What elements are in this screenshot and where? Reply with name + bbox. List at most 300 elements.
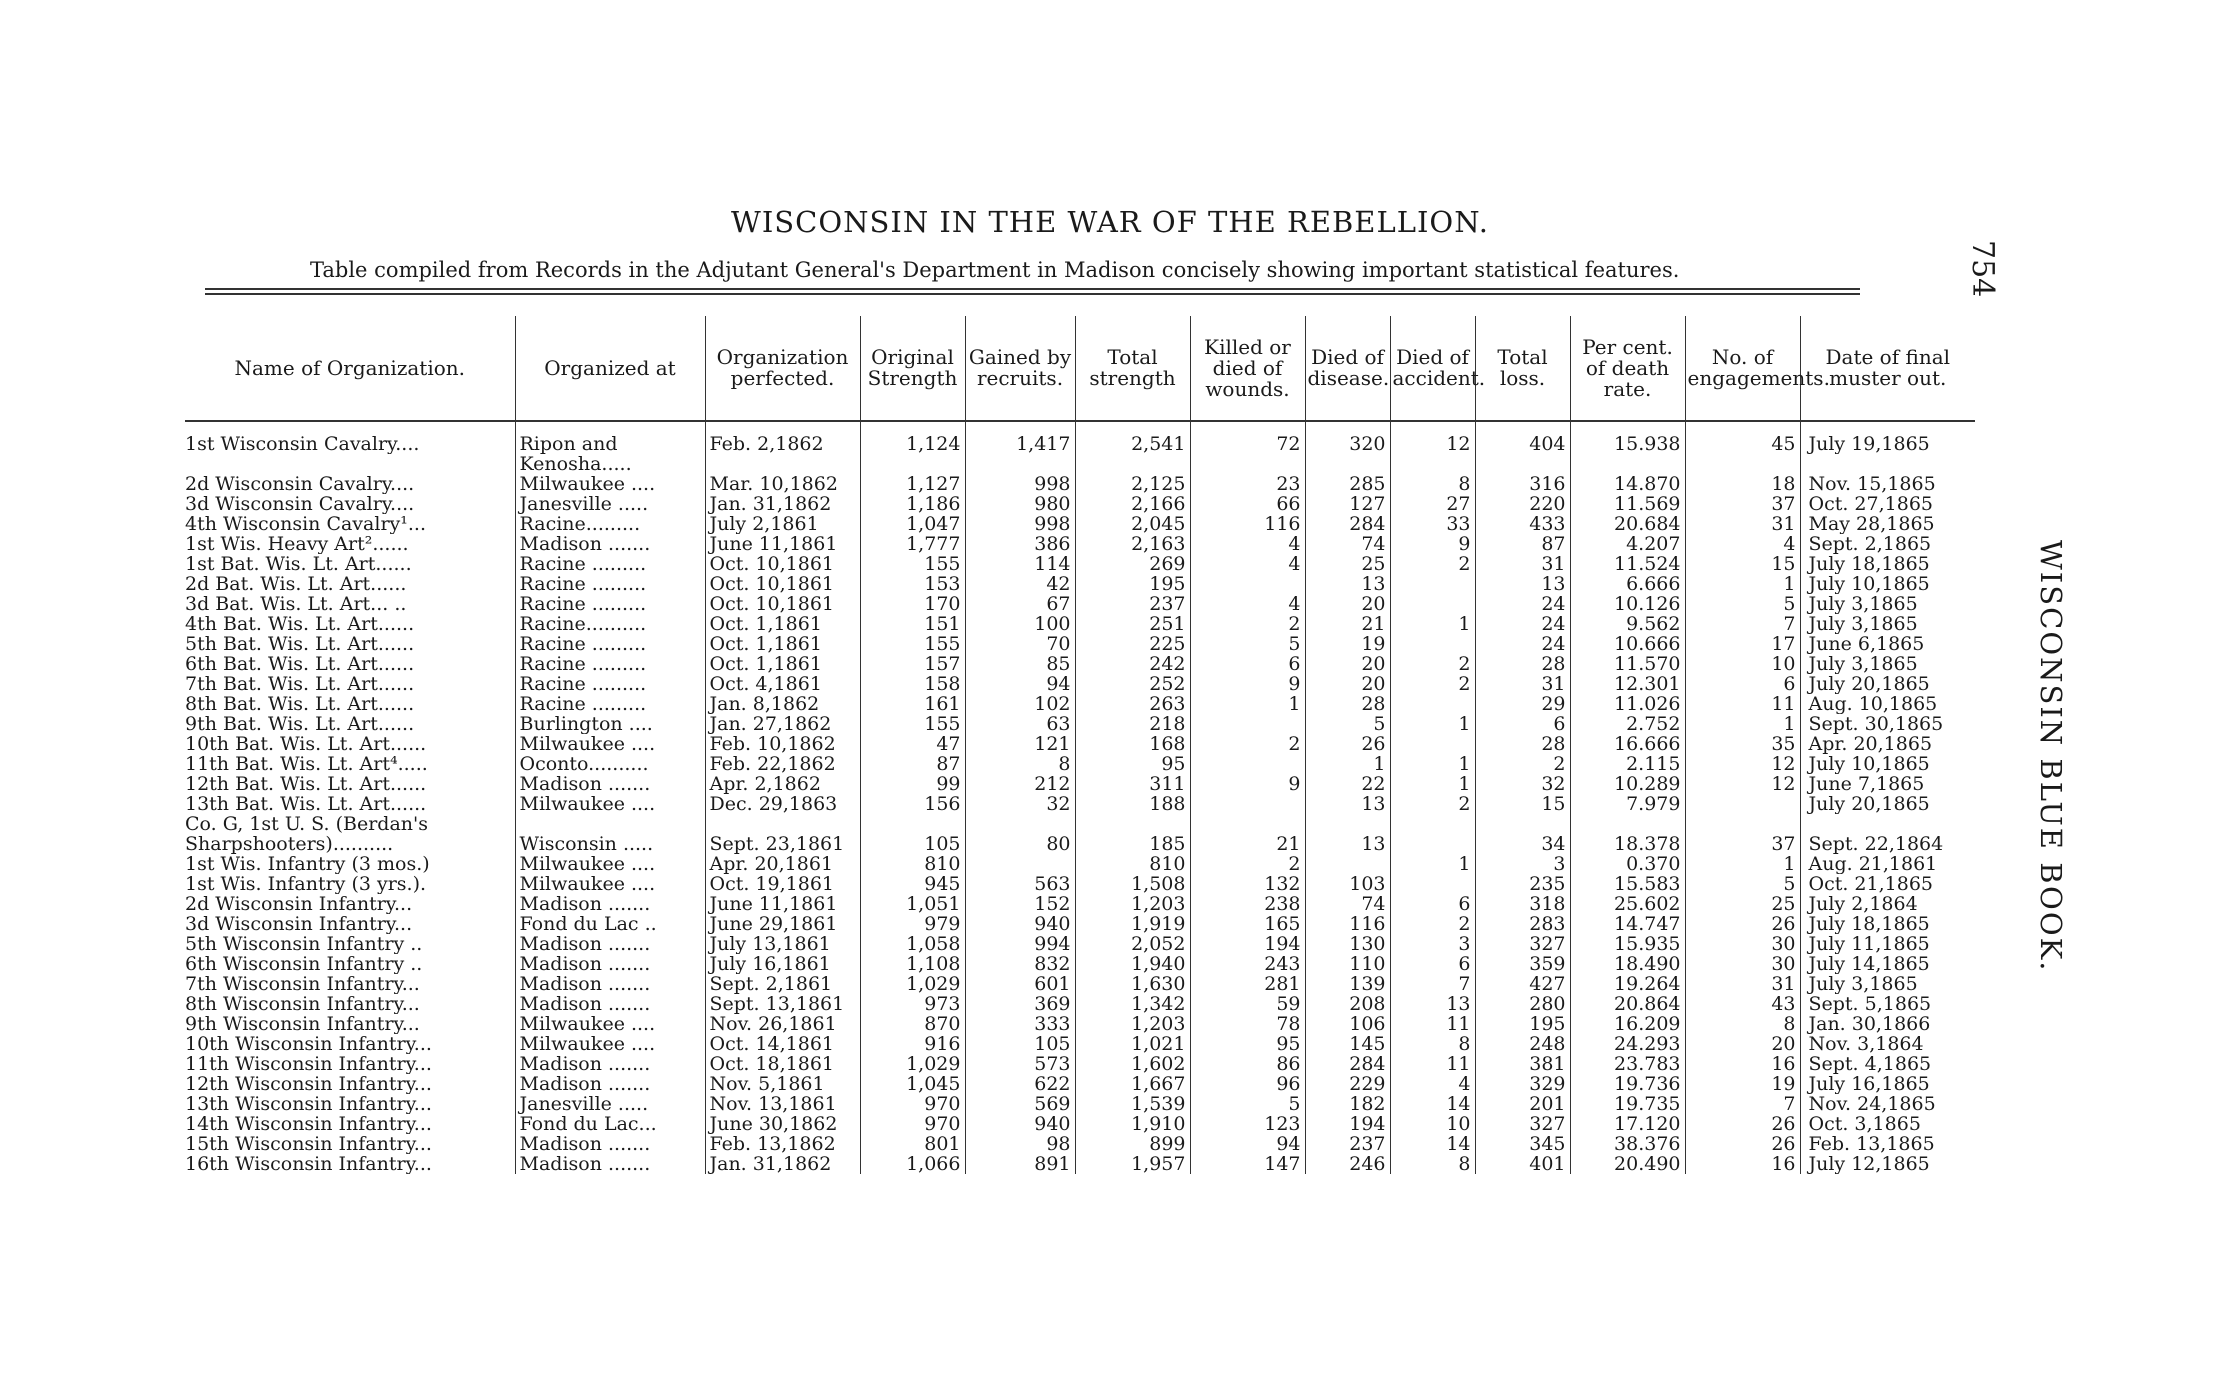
- cell-engagements: 11: [1685, 694, 1800, 714]
- cell-original-strength: 170: [860, 594, 965, 614]
- cell-original-strength: 155: [860, 554, 965, 574]
- cell-disease: 106: [1305, 1014, 1390, 1034]
- cell-perfected: Jan. 8,1862: [705, 694, 860, 714]
- cell-killed: 4: [1190, 594, 1305, 614]
- cell-death-rate: [1570, 454, 1685, 474]
- cell-total-strength: 218: [1075, 714, 1190, 734]
- cell-original-strength: 973: [860, 994, 965, 1014]
- header-accident: Died of accident.: [1390, 316, 1475, 421]
- header-spacer: [185, 421, 1975, 434]
- cell-disease: 237: [1305, 1134, 1390, 1154]
- cell-name: 8th Bat. Wis. Lt. Art......: [185, 694, 415, 714]
- cell-organized-at: Fond du Lac...: [515, 1114, 705, 1134]
- cell-total-strength: 1,508: [1075, 874, 1190, 894]
- cell-killed: 96: [1190, 1074, 1305, 1094]
- cell-killed: 132: [1190, 874, 1305, 894]
- cell-death-rate: 12.301: [1570, 674, 1685, 694]
- cell-total-loss: 381: [1475, 1054, 1570, 1074]
- cell-organized-at: Madison .......: [515, 954, 705, 974]
- cell-accident: [1390, 454, 1475, 474]
- cell-total-strength: 311: [1075, 774, 1190, 794]
- cell-total-loss: 283: [1475, 914, 1570, 934]
- cell-organized-at: Racine.........: [515, 514, 705, 534]
- cell-muster-out: July 18,1865: [1800, 914, 1975, 934]
- cell-original-strength: 1,051: [860, 894, 965, 914]
- cell-gained: 70: [965, 634, 1075, 654]
- cell-total-loss: 359: [1475, 954, 1570, 974]
- cell-death-rate: 38.376: [1570, 1134, 1685, 1154]
- cell-name: 6th Wisconsin Infantry ..: [185, 954, 423, 974]
- table-row: [185, 594, 1975, 614]
- cell-engagements: 10: [1685, 654, 1800, 674]
- cell-muster-out: July 3,1865: [1800, 654, 1975, 674]
- cell-muster-out: June 7,1865: [1800, 774, 1975, 794]
- cell-disease: 229: [1305, 1074, 1390, 1094]
- cell-killed: [1190, 794, 1305, 814]
- cell-total-strength: 1,957: [1075, 1154, 1190, 1174]
- table-row: [185, 454, 1975, 474]
- cell-accident: [1390, 734, 1475, 754]
- cell-perfected: [705, 454, 860, 474]
- table-header-row: [185, 316, 1975, 421]
- cell-death-rate: 10.126: [1570, 594, 1685, 614]
- cell-original-strength: 945: [860, 874, 965, 894]
- cell-perfected: Feb. 13,1862: [705, 1134, 860, 1154]
- cell-perfected: Apr. 2,1862: [705, 774, 860, 794]
- cell-total-loss: 316: [1475, 474, 1570, 494]
- cell-accident: 8: [1390, 474, 1475, 494]
- cell-killed: 4: [1190, 534, 1305, 554]
- caption-rule: [205, 288, 1860, 290]
- cell-killed: 59: [1190, 994, 1305, 1014]
- cell-engagements: 43: [1685, 994, 1800, 1014]
- cell-death-rate: 11.570: [1570, 654, 1685, 674]
- cell-original-strength: 47: [860, 734, 965, 754]
- cell-perfected: June 11,1861: [705, 894, 860, 914]
- cell-gained: 121: [965, 734, 1075, 754]
- cell-engagements: 7: [1685, 1094, 1800, 1114]
- cell-total-strength: 1,203: [1075, 894, 1190, 914]
- cell-gained: 85: [965, 654, 1075, 674]
- cell-total-loss: 318: [1475, 894, 1570, 914]
- cell-accident: 14: [1390, 1094, 1475, 1114]
- cell-gained: 569: [965, 1094, 1075, 1114]
- cell-killed: 66: [1190, 494, 1305, 514]
- table-row: [185, 654, 1975, 674]
- table-row: [185, 1034, 1975, 1054]
- cell-organized-at: Milwaukee ....: [515, 474, 705, 494]
- cell-killed: 9: [1190, 774, 1305, 794]
- cell-perfected: Nov. 26,1861: [705, 1014, 860, 1034]
- cell-gained: 63: [965, 714, 1075, 734]
- cell-original-strength: 1,029: [860, 974, 965, 994]
- cell-total-loss: [1475, 454, 1570, 474]
- table-row: [185, 1014, 1975, 1034]
- cell-accident: 11: [1390, 1014, 1475, 1034]
- cell-engagements: 31: [1685, 974, 1800, 994]
- cell-killed: 2: [1190, 614, 1305, 634]
- cell-killed: 78: [1190, 1014, 1305, 1034]
- cell-perfected: Nov. 5,1861: [705, 1074, 860, 1094]
- cell-total-strength: 1,910: [1075, 1114, 1190, 1134]
- cell-perfected: June 11,1861: [705, 534, 860, 554]
- cell-muster-out: Sept. 4,1865: [1800, 1054, 1975, 1074]
- cell-perfected: Jan. 31,1862: [705, 494, 860, 514]
- cell-death-rate: 24.293: [1570, 1034, 1685, 1054]
- cell-original-strength: 87: [860, 754, 965, 774]
- cell-total-loss: 404: [1475, 434, 1570, 454]
- cell-death-rate: 19.264: [1570, 974, 1685, 994]
- cell-engagements: 35: [1685, 734, 1800, 754]
- cell-total-strength: 1,342: [1075, 994, 1190, 1014]
- cell-killed: 1: [1190, 694, 1305, 714]
- caption-rule-second: [205, 293, 1860, 295]
- cell-engagements: 16: [1685, 1054, 1800, 1074]
- cell-original-strength: 155: [860, 634, 965, 654]
- cell-gained: 32: [965, 794, 1075, 814]
- cell-original-strength: 99: [860, 774, 965, 794]
- cell-disease: 5: [1305, 714, 1390, 734]
- cell-original-strength: 1,047: [860, 514, 965, 534]
- cell-total-strength: 2,045: [1075, 514, 1190, 534]
- table-row: [185, 1114, 1975, 1134]
- cell-total-loss: 201: [1475, 1094, 1570, 1114]
- cell-organized-at: Madison .......: [515, 534, 705, 554]
- cell-perfected: Dec. 29,1863: [705, 794, 860, 814]
- cell-gained: 563: [965, 874, 1075, 894]
- cell-gained: 105: [965, 1034, 1075, 1054]
- cell-organized-at: Janesville .....: [515, 1094, 705, 1114]
- cell-name: 2d Wisconsin Infantry...: [185, 894, 413, 914]
- cell-muster-out: Nov. 3,1864: [1800, 1034, 1975, 1054]
- header-total-loss: Total loss.: [1475, 316, 1570, 421]
- cell-accident: [1390, 874, 1475, 894]
- cell-total-strength: [1075, 454, 1190, 474]
- cell-name: 1st Wis. Infantry (3 yrs.).: [185, 874, 427, 894]
- cell-gained: 998: [965, 474, 1075, 494]
- cell-disease: 20: [1305, 594, 1390, 614]
- cell-perfected: July 2,1861: [705, 514, 860, 534]
- cell-total-strength: 1,539: [1075, 1094, 1190, 1114]
- cell-disease: 139: [1305, 974, 1390, 994]
- cell-killed: 95: [1190, 1034, 1305, 1054]
- cell-killed: [1190, 714, 1305, 734]
- table-row: [185, 814, 1975, 834]
- cell-killed: 238: [1190, 894, 1305, 914]
- cell-gained: 369: [965, 994, 1075, 1014]
- cell-organized-at: Janesville .....: [515, 494, 705, 514]
- cell-original-strength: 970: [860, 1114, 965, 1134]
- cell-disease: 194: [1305, 1114, 1390, 1134]
- cell-engagements: 15: [1685, 554, 1800, 574]
- cell-total-strength: 899: [1075, 1134, 1190, 1154]
- cell-killed: 2: [1190, 734, 1305, 754]
- cell-muster-out: Sept. 22,1864: [1800, 834, 1975, 854]
- cell-name: 11th Wisconsin Infantry...: [185, 1054, 432, 1074]
- cell-engagements: 37: [1685, 834, 1800, 854]
- cell-organized-at: Racine .........: [515, 674, 705, 694]
- cell-total-loss: 24: [1475, 614, 1570, 634]
- cell-muster-out: Aug. 21,1861: [1800, 854, 1975, 874]
- table-row: [185, 994, 1975, 1014]
- cell-name: [185, 454, 515, 474]
- cell-organized-at: Oconto..........: [515, 754, 705, 774]
- cell-gained: 386: [965, 534, 1075, 554]
- cell-perfected: June 30,1862: [705, 1114, 860, 1134]
- cell-engagements: 12: [1685, 754, 1800, 774]
- table-row: [185, 754, 1975, 774]
- table-row: [185, 914, 1975, 934]
- cell-disease: 246: [1305, 1154, 1390, 1174]
- cell-death-rate: 16.209: [1570, 1014, 1685, 1034]
- cell-total-strength: 263: [1075, 694, 1190, 714]
- cell-original-strength: 1,029: [860, 1054, 965, 1074]
- cell-total-loss: 31: [1475, 674, 1570, 694]
- cell-name: 3d Wisconsin Cavalry....: [185, 494, 415, 514]
- cell-muster-out: July 2,1864: [1800, 894, 1975, 914]
- cell-total-strength: 1,919: [1075, 914, 1190, 934]
- cell-gained: 80: [965, 834, 1075, 854]
- cell-muster-out: July 14,1865: [1800, 954, 1975, 974]
- cell-total-loss: 15: [1475, 794, 1570, 814]
- cell-engagements: 26: [1685, 914, 1800, 934]
- cell-organized-at: Ripon and: [515, 434, 705, 454]
- cell-muster-out: [1800, 814, 1975, 834]
- cell-organized-at: Milwaukee ....: [515, 854, 705, 874]
- table-row: [185, 714, 1975, 734]
- table-row: [185, 894, 1975, 914]
- cell-disease: 110: [1305, 954, 1390, 974]
- cell-muster-out: Oct. 21,1865: [1800, 874, 1975, 894]
- cell-engagements: 8: [1685, 1014, 1800, 1034]
- cell-organized-at: Kenosha.....: [515, 454, 705, 474]
- cell-death-rate: 10.289: [1570, 774, 1685, 794]
- cell-total-loss: 248: [1475, 1034, 1570, 1054]
- cell-total-strength: 95: [1075, 754, 1190, 774]
- cell-total-loss: 433: [1475, 514, 1570, 534]
- cell-total-loss: 24: [1475, 594, 1570, 614]
- cell-gained: 333: [965, 1014, 1075, 1034]
- table-row: [185, 834, 1975, 854]
- cell-muster-out: July 3,1865: [1800, 974, 1975, 994]
- cell-accident: 1: [1390, 614, 1475, 634]
- cell-death-rate: 15.938: [1570, 434, 1685, 454]
- cell-accident: [1390, 694, 1475, 714]
- cell-engagements: 1: [1685, 854, 1800, 874]
- cell-name: 7th Wisconsin Infantry...: [185, 974, 420, 994]
- cell-total-loss: 401: [1475, 1154, 1570, 1174]
- cell-disease: 28: [1305, 694, 1390, 714]
- cell-death-rate: 19.735: [1570, 1094, 1685, 1114]
- cell-original-strength: 1,186: [860, 494, 965, 514]
- cell-killed: 243: [1190, 954, 1305, 974]
- cell-death-rate: 2.752: [1570, 714, 1685, 734]
- cell-disease: 1: [1305, 754, 1390, 774]
- cell-death-rate: 18.490: [1570, 954, 1685, 974]
- cell-killed: 94: [1190, 1134, 1305, 1154]
- cell-original-strength: 970: [860, 1094, 965, 1114]
- cell-death-rate: [1570, 814, 1685, 834]
- table-row: [185, 534, 1975, 554]
- cell-engagements: [1685, 454, 1800, 474]
- cell-organized-at: Madison .......: [515, 894, 705, 914]
- cell-engagements: [1685, 814, 1800, 834]
- cell-gained: 152: [965, 894, 1075, 914]
- cell-disease: [1305, 814, 1390, 834]
- cell-disease: 284: [1305, 1054, 1390, 1074]
- cell-killed: 165: [1190, 914, 1305, 934]
- cell-original-strength: 153: [860, 574, 965, 594]
- cell-total-loss: 34: [1475, 834, 1570, 854]
- cell-total-strength: 2,052: [1075, 934, 1190, 954]
- cell-engagements: [1685, 794, 1800, 814]
- cell-muster-out: July 19,1865: [1800, 434, 1975, 454]
- cell-gained: 42: [965, 574, 1075, 594]
- table-row: [185, 434, 1975, 454]
- header-killed: Killed or died of wounds.: [1190, 316, 1305, 421]
- cell-accident: 12: [1390, 434, 1475, 454]
- cell-total-loss: 32: [1475, 774, 1570, 794]
- cell-perfected: Oct. 14,1861: [705, 1034, 860, 1054]
- cell-name: 16th Wisconsin Infantry...: [185, 1154, 432, 1174]
- cell-original-strength: 156: [860, 794, 965, 814]
- cell-perfected: Oct. 18,1861: [705, 1054, 860, 1074]
- cell-accident: 2: [1390, 674, 1475, 694]
- cell-total-strength: [1075, 814, 1190, 834]
- cell-perfected: Oct. 1,1861: [705, 634, 860, 654]
- cell-disease: 21: [1305, 614, 1390, 634]
- table-row: [185, 1154, 1975, 1174]
- cell-name: 4th Bat. Wis. Lt. Art......: [185, 614, 415, 634]
- cell-total-loss: 31: [1475, 554, 1570, 574]
- cell-perfected: Oct. 10,1861: [705, 574, 860, 594]
- cell-muster-out: July 16,1865: [1800, 1074, 1975, 1094]
- cell-total-loss: [1475, 814, 1570, 834]
- cell-organized-at: Wisconsin .....: [515, 834, 705, 854]
- cell-accident: 3: [1390, 934, 1475, 954]
- cell-killed: 72: [1190, 434, 1305, 454]
- header-original-strength: Original Strength: [860, 316, 965, 421]
- cell-muster-out: Sept. 5,1865: [1800, 994, 1975, 1014]
- cell-accident: 27: [1390, 494, 1475, 514]
- cell-killed: 6: [1190, 654, 1305, 674]
- cell-total-strength: 269: [1075, 554, 1190, 574]
- table-row: [185, 1134, 1975, 1154]
- cell-muster-out: Feb. 13,1865: [1800, 1134, 1975, 1154]
- cell-disease: 208: [1305, 994, 1390, 1014]
- cell-gained: 601: [965, 974, 1075, 994]
- cell-death-rate: 19.736: [1570, 1074, 1685, 1094]
- cell-accident: 6: [1390, 894, 1475, 914]
- cell-perfected: Jan. 27,1862: [705, 714, 860, 734]
- cell-accident: 2: [1390, 654, 1475, 674]
- cell-killed: 9: [1190, 674, 1305, 694]
- cell-accident: 8: [1390, 1154, 1475, 1174]
- table-row: [185, 934, 1975, 954]
- cell-name: 1st Wis. Infantry (3 mos.): [185, 854, 430, 874]
- cell-accident: [1390, 834, 1475, 854]
- cell-engagements: 16: [1685, 1154, 1800, 1174]
- cell-perfected: Nov. 13,1861: [705, 1094, 860, 1114]
- cell-organized-at: Racine .........: [515, 594, 705, 614]
- cell-disease: 13: [1305, 574, 1390, 594]
- cell-perfected: Feb. 10,1862: [705, 734, 860, 754]
- cell-original-strength: 870: [860, 1014, 965, 1034]
- cell-total-strength: 225: [1075, 634, 1190, 654]
- cell-name: 14th Wisconsin Infantry...: [185, 1114, 432, 1134]
- cell-gained: 102: [965, 694, 1075, 714]
- cell-name: 2d Wisconsin Cavalry....: [185, 474, 415, 494]
- cell-organized-at: Madison .......: [515, 1054, 705, 1074]
- cell-death-rate: 11.524: [1570, 554, 1685, 574]
- cell-muster-out: Jan. 30,1866: [1800, 1014, 1975, 1034]
- cell-gained: 98: [965, 1134, 1075, 1154]
- cell-total-strength: 2,163: [1075, 534, 1190, 554]
- cell-death-rate: 15.583: [1570, 874, 1685, 894]
- cell-accident: 6: [1390, 954, 1475, 974]
- cell-killed: 21: [1190, 834, 1305, 854]
- cell-engagements: 31: [1685, 514, 1800, 534]
- cell-death-rate: 14.870: [1570, 474, 1685, 494]
- cell-muster-out: June 6,1865: [1800, 634, 1975, 654]
- cell-total-loss: 28: [1475, 654, 1570, 674]
- cell-total-strength: 188: [1075, 794, 1190, 814]
- cell-muster-out: Nov. 15,1865: [1800, 474, 1975, 494]
- cell-death-rate: 14.747: [1570, 914, 1685, 934]
- cell-perfected: [705, 814, 860, 834]
- cell-disease: 20: [1305, 674, 1390, 694]
- cell-engagements: 45: [1685, 434, 1800, 454]
- cell-perfected: Jan. 31,1862: [705, 1154, 860, 1174]
- cell-total-loss: 24: [1475, 634, 1570, 654]
- cell-original-strength: 1,124: [860, 434, 965, 454]
- cell-accident: 9: [1390, 534, 1475, 554]
- cell-organized-at: Madison .......: [515, 1074, 705, 1094]
- cell-name: 12th Wisconsin Infantry...: [185, 1074, 432, 1094]
- cell-accident: 14: [1390, 1134, 1475, 1154]
- table-body: [185, 434, 1975, 1174]
- cell-total-loss: 327: [1475, 1114, 1570, 1134]
- cell-accident: 8: [1390, 1034, 1475, 1054]
- cell-death-rate: 2.115: [1570, 754, 1685, 774]
- cell-death-rate: 18.378: [1570, 834, 1685, 854]
- cell-organized-at: Milwaukee ....: [515, 794, 705, 814]
- cell-gained: 940: [965, 914, 1075, 934]
- cell-gained: 940: [965, 1114, 1075, 1134]
- cell-muster-out: Apr. 20,1865: [1800, 734, 1975, 754]
- cell-total-loss: 427: [1475, 974, 1570, 994]
- table-row: [185, 1094, 1975, 1114]
- cell-accident: [1390, 574, 1475, 594]
- cell-accident: 2: [1390, 914, 1475, 934]
- cell-original-strength: 1,066: [860, 1154, 965, 1174]
- cell-total-strength: 195: [1075, 574, 1190, 594]
- table-row: [185, 634, 1975, 654]
- cell-accident: 1: [1390, 854, 1475, 874]
- cell-gained: 573: [965, 1054, 1075, 1074]
- cell-disease: 20: [1305, 654, 1390, 674]
- cell-disease: [1305, 454, 1390, 474]
- table-row: [185, 474, 1975, 494]
- cell-accident: 4: [1390, 1074, 1475, 1094]
- cell-organized-at: Milwaukee ....: [515, 1014, 705, 1034]
- cell-total-strength: 168: [1075, 734, 1190, 754]
- cell-killed: 5: [1190, 1094, 1305, 1114]
- cell-death-rate: 0.370: [1570, 854, 1685, 874]
- cell-disease: 74: [1305, 894, 1390, 914]
- cell-gained: 212: [965, 774, 1075, 794]
- cell-engagements: 4: [1685, 534, 1800, 554]
